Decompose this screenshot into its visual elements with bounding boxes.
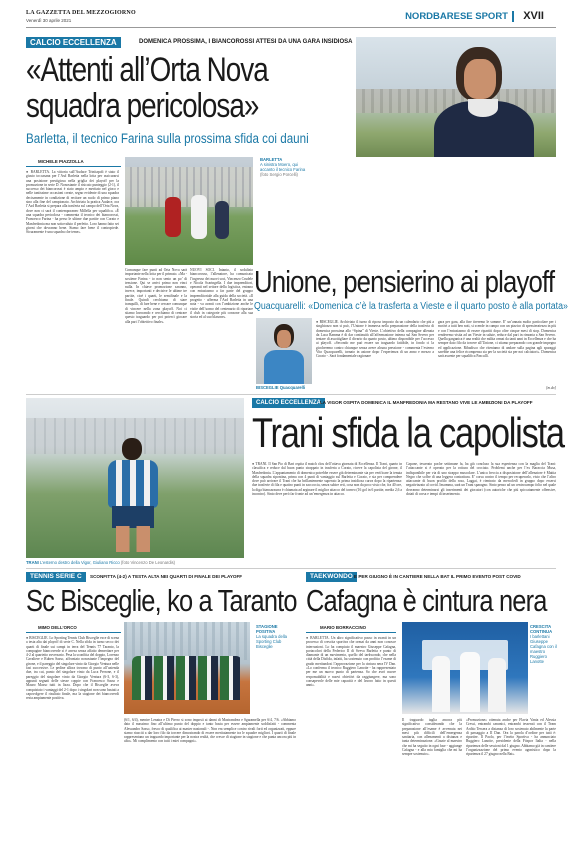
story5-heading-row — [306, 572, 566, 583]
taekwondo-athlete-3 — [488, 658, 506, 712]
trani-player-head — [122, 438, 142, 460]
quacquarelli-photo — [256, 318, 312, 384]
story1-caption-text: A sinistra Moero, qui accanto il tecnico Farina — [260, 162, 306, 172]
coach-face — [464, 59, 496, 99]
player-face — [277, 330, 291, 348]
story4-caption — [256, 624, 296, 649]
story4-title: Sc Bisceglie, ko a Taranto — [26, 583, 297, 618]
taekwondo-athlete-2 — [460, 652, 480, 712]
player-red — [165, 197, 181, 237]
story4-caption-tag: STAGIONE POSITIVA — [256, 624, 278, 634]
trani-photo — [26, 398, 244, 558]
story5-title: Cafagna è cintura nera — [306, 583, 547, 618]
story3-col1: ● TRANI. Il San Pio di Bari ospita il match clou dell’ottava giornata di Eccellenza. Il Trani, quarto in classifica e reduce dal buon punto strappato in trasferta a Corato, riceve la capolista del girone, il Manfredonia. L’appuntamento di domenica potrebbe essere già determinante sia per verificare la tenuta della squadra sipontina, prima con 4 punti di vantaggio sul Barletta e Corato, e sia per comprendere dove può arrivare il Trani che ha brillantemente superato la prima insidiosa curva dopo la ripartenza: due trasferte di fila e quattro punti in saccoccia, senza subire reti, cosa non da poco visto che, fra 40 ore, la diga biancazzurra è chiamata ad arginare il miglior attacco del torneo (16 gol in 6 partite, media 2,6 a incontro). Sinto deve però far fronte ad un’emergenza in attacco. — [252, 462, 402, 497]
masthead-header — [26, 10, 556, 26]
story3-title: Trani sfida la capolista — [252, 409, 564, 456]
match-stand — [125, 167, 253, 207]
story2-subtitle: Quacquarelli: «Domenica c’è la trasferta a Vieste e il quarto posto è alla portata» — [254, 301, 568, 312]
story5-caption-tag: CRESCITA CONTINUA — [530, 624, 553, 634]
story1-author: MICHELE PIAZZOLLA — [38, 159, 84, 164]
story5-band: TAEKWONDO — [306, 572, 357, 582]
trani-player-shorts — [112, 506, 154, 528]
story4-caption-text: La squadra della Sporting Club Bisceglie — [256, 634, 287, 649]
section-name: NORDBARESE SPORT — [405, 11, 508, 22]
trani-player-legs — [116, 526, 150, 552]
story1-band: CALCIO ECCELLENZA — [26, 37, 121, 48]
story5-kicker: E PER GIUGNO È IN CANTIERE NELLA BAT IL PRIMO EVENTO POST COVID — [354, 574, 521, 579]
story1-caption-credit: (foto Sergio Porcelli) — [260, 172, 298, 177]
story4-rule — [26, 632, 121, 633]
story1-title-line1: «Attenti all’Orta Nova — [26, 51, 268, 89]
section-separator — [512, 11, 514, 22]
story5-author: MARIO BORRACCINO — [320, 625, 367, 630]
tennis-team-photo — [124, 622, 250, 714]
story5-caption — [530, 624, 558, 664]
player-dark — [215, 201, 229, 239]
story4-author: MIMO DELL’ORCO — [38, 625, 77, 630]
story3-caption-credit: (foto Vincenzo De Leonardis) — [120, 560, 176, 565]
story3-caption-tag: TRANI — [26, 560, 39, 565]
story1-title — [26, 52, 346, 124]
story1-kicker: DOMENICA PROSSIMA, I BIANCOROSSI ATTESI DA UNA GARA INSIDIOSA — [139, 39, 353, 45]
page-number: XVII — [523, 10, 544, 22]
coach-photo — [356, 37, 556, 157]
taekwondo-photo — [402, 622, 528, 714]
header-rule — [26, 27, 556, 28]
story1-title-line2: squadra pericolosa» — [26, 87, 259, 125]
story5-col2: Il traguardo taglia ancora più significativo considerando che la preparazione all’esame è avvenuta nei mesi più difficili dell’emergenza sanitaria, con allenamenti a distanza e tanta determinazione. «Grazie al maestro che mi ha seguito in ogni fase - aggiunge Cafagna - e alla mia famiglia che mi ha sempre sostenuto». — [402, 718, 462, 757]
masthead-title: LA GAZZETTA DEL MEZZOGIORNO — [26, 10, 136, 16]
story1-col1: ● BARLETTA. La vittoria sull’Audace Trinitapoli è stato il giusto toccasana per l’Asd Barletta nella lotta per assicurarsi una posizione prestigiosa nella griglia dei playoff per la promozione in serie D. Nonostante il risicato punteggio (2-1), il successo dei biancorossi è stato ampio e meritato nel gioco e nelle tantissime occasioni create, segno evidente di una squadra decisamente in condizione di recitare un ruolo di primo piano sino alla fine del campionato. Archiviata la pratica Audace, ora l’Asd Barletta si prepara alla trasferta sul campo dell’Orta Nova, dove non ci sarà il contemporaneo Millella per squalifica. «È una squadra pericolosa - commenta il tecnico dei biancorossi, Francesco Farina - ha perso le ultime due partite con Corato e Manfredonia ma non sottovaluto il perfetto. Loro hanno fatto sei giorni che dovranno bene. Siamo fare bene il contropiede. Sicuramente è una squadra che teme». — [26, 170, 119, 235]
story1-caption-tag: BARLETTA — [260, 157, 283, 162]
story4-heading-row — [26, 572, 316, 583]
story4-col1: ● BISCEGLIE. Lo Sporting Tennis Club Bisceglie esce di scena a testa alta dai playoff di serie C. Nella sfida in turno secco dei quarti di finale sui campi in terra del Tennis 77 Taranto, la compagine biancoverde si è arresa senza affatto demeritare per 4-2 al quartetto avversario. Pesa la sconfitta del doppio, Lorenzo Cavaliere e Ruben Sasso, affrontato nonostante l’impegno del girone, e il pareggio del singolare vinto da Giorgio Ventura nelle fasi successive. Le pedine allora trovano di punto all’azienda due, tra cui, punto del singolare vinto da Luca Perrone, e il pareggio del singolare vinto da Giorgio Ventura (6-3, 6-3), appunti segnati delle stesse coppie con Francesco Sasso e Mauro Masso tutti in lizza. Dopo che il Bisceglie aveva conquistato i vantaggi del 2-1 dopo i singolari non sono bastati a capovolgere il risultato finale, ma la stagione dei biancoverdi resta ampiamente positiva. — [26, 636, 119, 701]
story4-col2: (6/1, 6/4), mentre Lenatra e Di Pierro si sono imposti ai danni di Mastrandrea e Sgaramella per 6/4, 7/6. «Abbiamo dato il massimo fino all’ultimo punto del doppio e tanto basta per essere ampiamente soddisfatti - commenta Alessandro Sasso, fresco di qualifica ai master nazionali -. Non era semplice contro rivali forti ed organizzati, eppure siamo riusciti a dar loro filo da torcere dimostrando di essere meritatamente tra le squadre migliori. I quarti di finale rappresentano un traguardo importante per la nostra realtà, che cresce di stagione in stagione e che punta ancora più in alto». Mi complimento con tutti i miei compagni». — [124, 718, 296, 744]
story5-caption-text: I barlettani Giuseppe Cafagna con il maestro Ruggiero Lanotte — [530, 634, 557, 664]
story1-rule — [26, 166, 121, 167]
story3-kicker: LA VIGOR OSPITA DOMENICA IL MANFREDONIA MA RESTANO VIVE LE AMBIZIONI DA PLAYOFF — [320, 400, 533, 405]
player-white — [191, 195, 207, 239]
tennis-players-row — [132, 656, 242, 700]
story2-col1: ● BISCEGLIE. Archiviato il turno di riposo imposto da un calendario che più a singhiozzo non si può, l’Unione è immersa nella preparazione della trasferta di domenica prossima allo “Spina” di Vieste. L’obiettivo della compagine allenata da Luca Ramma è di dar continuità all’affermazione interna sul San Severo per tentare di assottigliare il divario da quarto posto, ultimo disponibile per l’accesso ai playoff. «Secondo me può essere un traguardo fattibile, in fondo ci la giocheremo contro chiunque senza avere alcuna pressione - commenta l’esterno Vito Quacquarelli, tornato in azione dopo l’esperienza di un anno e mezzo a Corato -. Sarà fondamentale ragionare — [316, 320, 434, 359]
story1-nuovi-soci: NUOVI SOCI. Intanto, il sodalizio biancorosso, l’allenatore, ha comunicato l’ingresso dei nuovi soci, Vincenzo Crudele e Nicola Scaringella. I due imprenditori, operanti nel settore della logistica, entrano con entusiasmo a far parte del gruppo imprenditoriale alla guida della società. «Il progetto - afferma l’Asd Barletta in una nota - va avanti con l’ambizione anche le visite dell’uomo del centenario di riportare il club in categorie più consone alla sua storia ed al suo blasone». — [190, 268, 253, 320]
story2-col2: gara per gara, alla fine tireremo le somme. E’ un’annata molto particolare per i motivi a tutti ben noti, si scende in campo con un pizzico di spensieratezza in più e con l’entusiasmo di essere ripartiti dopo oltre cinque mesi di stop. Domenica renderemo visita ad un Vieste in salute, reduce dal pari in rimonta a San Severo. Quella garganica è una realtà che milita ormai da tanti anni in Eccellenza e che ha sempre dato filo da torcere all’Unione, ci stiamo preparando con grande impegno ed applicazione. Ribadisco che riteniamo di andare sulla pagina agli sparaggi sarebbe una felice ricompensa sia per la società sia per noi calciatori». Domenica sarà assente per squalifica Pascullì. — [438, 320, 556, 359]
story5-col3: «Promozione» ottenuta anche per Flavia Vania ed Alessia Cressi, entrambi canonici, entrambi tesserati con il Team Ardito Tessera a distanza di loro sostenuto abilmente la parte di passaggio a II Dan. Ora la parola d’ordine per tutti è: ripartire. Il Paolo, per l’invito Sportiva - ha annunciato Ruggiero Lanotte, presidente della Fitspor Italia - nella ripartenza delle sessioni dal 1 giugno. Abbiamo già in cantiere l’organizzazione del primo evento agonistico dopo la ripartenza il 27 giugno nella Bat». — [466, 718, 556, 757]
separator-line-2 — [26, 568, 556, 569]
trani-player-shirt — [108, 460, 158, 508]
coach-collar — [468, 99, 498, 117]
story1-caption — [260, 157, 306, 177]
player-shirt — [264, 350, 304, 384]
story4-band: TENNIS SERIE C — [26, 572, 86, 582]
match-photo — [125, 157, 253, 265]
story5-rule — [306, 632, 396, 633]
story2-title: Unione, pensierino ai playoff — [254, 264, 555, 299]
masthead-date: Venerdì 30 aprile 2021 — [26, 18, 72, 23]
separator-line-1 — [26, 394, 556, 395]
story2-photo-caption: BISCEGLIE Quacquarelli — [256, 385, 306, 390]
story2-signature: [m.do] — [546, 386, 556, 390]
story3-col2: Capone, tesserato poche settimane fa, ha già concluso la sua esperienza con la maglia del Trani: l’attaccante si è operato per la rottura del crociato. Problemi anche per l’ex Baraccia Musa, indisponibile per via di uno strappo muscolare. L’unica freccia a disposizione dell’allenatore è Mattia Negro che soffre di una leggera contrattura. E’ corsa contro il tempo per recuperarlo, visto che l’altro attaccante di buon profilo della rosa, Laggai, è rientrato da mercoledì in gruppo dopo essersi negativizzato al covid. Insomma, sarà un Trani sparagno. Sinto penso ad un centrocampo folto nel quale dovranno determinarsi gli inserimenti dei giocatori (con autoriche che più spiccatamente offensive, dotati di corsa e tempi di inserimento. — [406, 462, 556, 497]
story1-col2: Comunque fare punti ad Orta Nova sarà importante nella lotta per il primato. «Ma - sostiene Farina - io non sento un po’ di tensione. Qui se arrivi primo non vinci nulla. In chiave promozione saranno, invece, importanti e decisive le ultime tre partite, cioè i quarti, le semifinale e la finale. Quindi cerchiamo di stare tranquilli, di fare bene e cercare comunque di vincere nella zona playoff. Noi ci stiamo lavorando e cerchiamo di centrare questo traguardo per poi potercì giocare alla pari l’obiettivo finale». — [125, 268, 187, 324]
story3-band: CALCIO ECCELLENZA — [252, 398, 325, 408]
story3-caption-text: L’esterno destro della Vigor, Giuliano Ricco — [39, 560, 120, 565]
story3-heading-row — [252, 398, 562, 409]
story4-kicker: SCONFITTA (4-2) A TESTA ALTA NEI QUARTI DI FINALE DEI PLAYOFF — [90, 574, 243, 579]
story1-subtitle: Barletta, il tecnico Farina sulla prossima sfida coi dauni — [26, 131, 309, 146]
story3-photo-caption — [26, 560, 256, 565]
tennis-fence — [124, 622, 250, 660]
story5-col1: ● BARLETTA. Un altro significativo passo in avanti in un processo di crescita sportiva che ormai da anni non conosce interruzioni. Lo ha compiuto il maestro Giuseppe Cafagna, portacolori della Federico II di Sveva Barletta e punto di diamante di un movimento, quello del taekwondo, che nella città della Disfida, infatti, ha sostenuto con profitto l’esame di grado meritandosi l’approvazione per la cintura nera IV Dan. «Lo conferma il tecnico Ruggiero Lanotte - ha rappresentato per me un nuovo punto di partenza. So che avrò nuove responsabilità e nuovi obiettivi da raggiungere, ma sono consapevole delle mie capacità e del lavoro fatto in questi anni». — [306, 636, 396, 688]
taekwondo-athlete-1 — [432, 656, 450, 712]
